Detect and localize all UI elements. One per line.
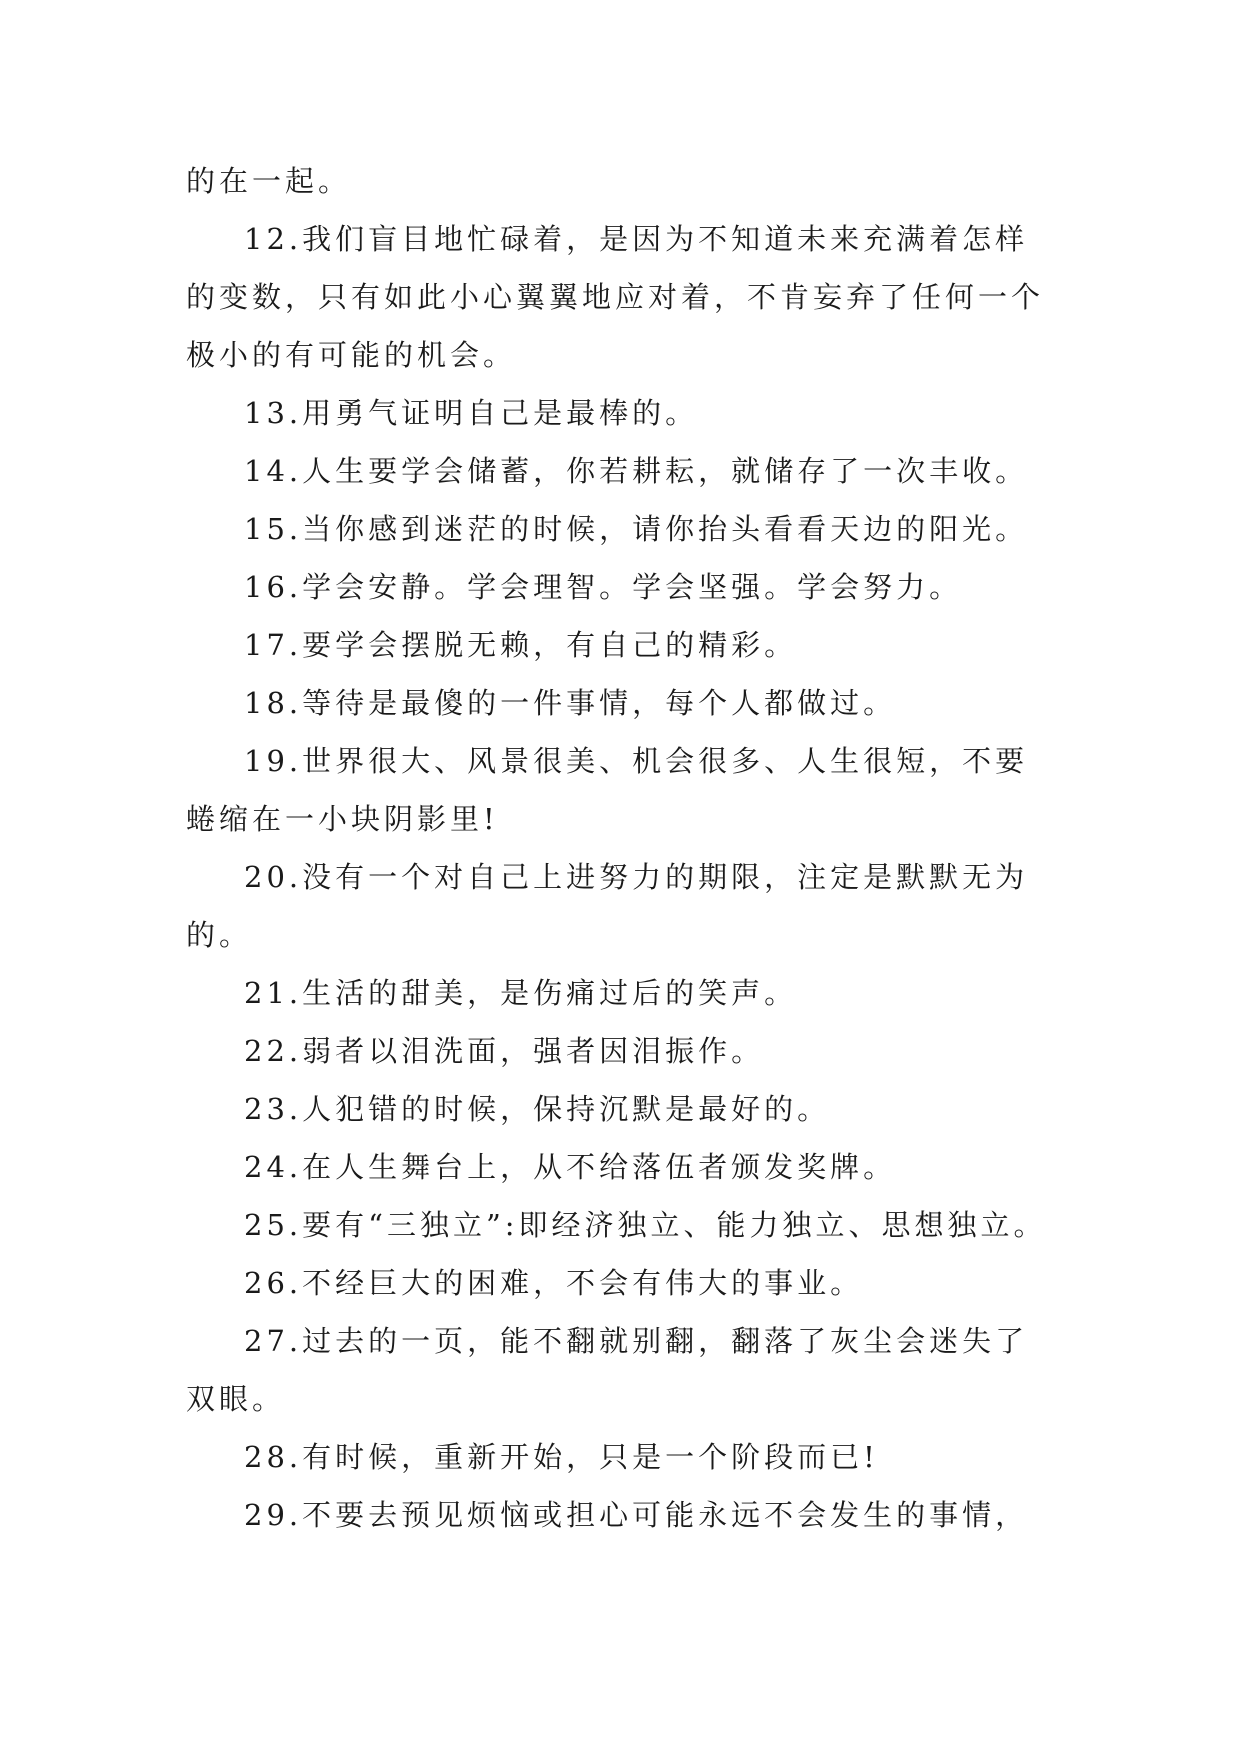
- paragraph-continuation: 的在一起。: [186, 164, 352, 198]
- paragraph-22: 22.弱者以泪洗面，强者因泪振作。: [244, 1034, 765, 1068]
- paragraph-13: 13.用勇气证明自己是最棒的。: [244, 396, 699, 430]
- paragraph-17: 17.要学会摆脱无赖，有自己的精彩。: [244, 628, 798, 662]
- paragraph-19: 19.世界很大、风景很美、机会很多、人生很短，不要蜷缩在一小块阴影里!: [186, 744, 1029, 836]
- paragraph-23: 23.人犯错的时候，保持沉默是最好的。: [244, 1092, 831, 1126]
- paragraph-21: 21.生活的甜美，是伤痛过后的笑声。: [244, 976, 798, 1010]
- paragraph-16: 16.学会安静。学会理智。学会坚强。学会努力。: [244, 570, 963, 604]
- paragraph-24: 24.在人生舞台上，从不给落伍者颁发奖牌。: [244, 1150, 897, 1184]
- paragraph-18: 18.等待是最傻的一件事情，每个人都做过。: [244, 686, 897, 720]
- paragraph-12: 12.我们盲目地忙碌着，是因为不知道未来充满着怎样的变数，只有如此小心翼翼地应对着，不肯妄弃了任何一个极小的有可能的机会。: [186, 222, 1045, 372]
- paragraph-28: 28.有时候，重新开始，只是一个阶段而已!: [244, 1440, 879, 1474]
- document-body: [186, 152, 1054, 1544]
- paragraph-26: 26.不经巨大的困难，不会有伟大的事业。: [244, 1266, 864, 1300]
- paragraph-15: 15.当你感到迷茫的时候，请你抬头看看天边的阳光。: [244, 512, 1029, 546]
- paragraph-25: 25.要有“三独立”:即经济独立、能力独立、思想独立。: [244, 1208, 1047, 1242]
- paragraph-29: 29.不要去预见烦恼或担心可能永远不会发生的事情，: [244, 1498, 1029, 1532]
- paragraph-20: 20.没有一个对自己上进努力的期限，注定是默默无为的。: [186, 860, 1029, 952]
- paragraph-14: 14.人生要学会储蓄，你若耕耘，就储存了一次丰收。: [244, 454, 1029, 488]
- paragraph-27: 27.过去的一页，能不翻就别翻，翻落了灰尘会迷失了双眼。: [186, 1324, 1029, 1416]
